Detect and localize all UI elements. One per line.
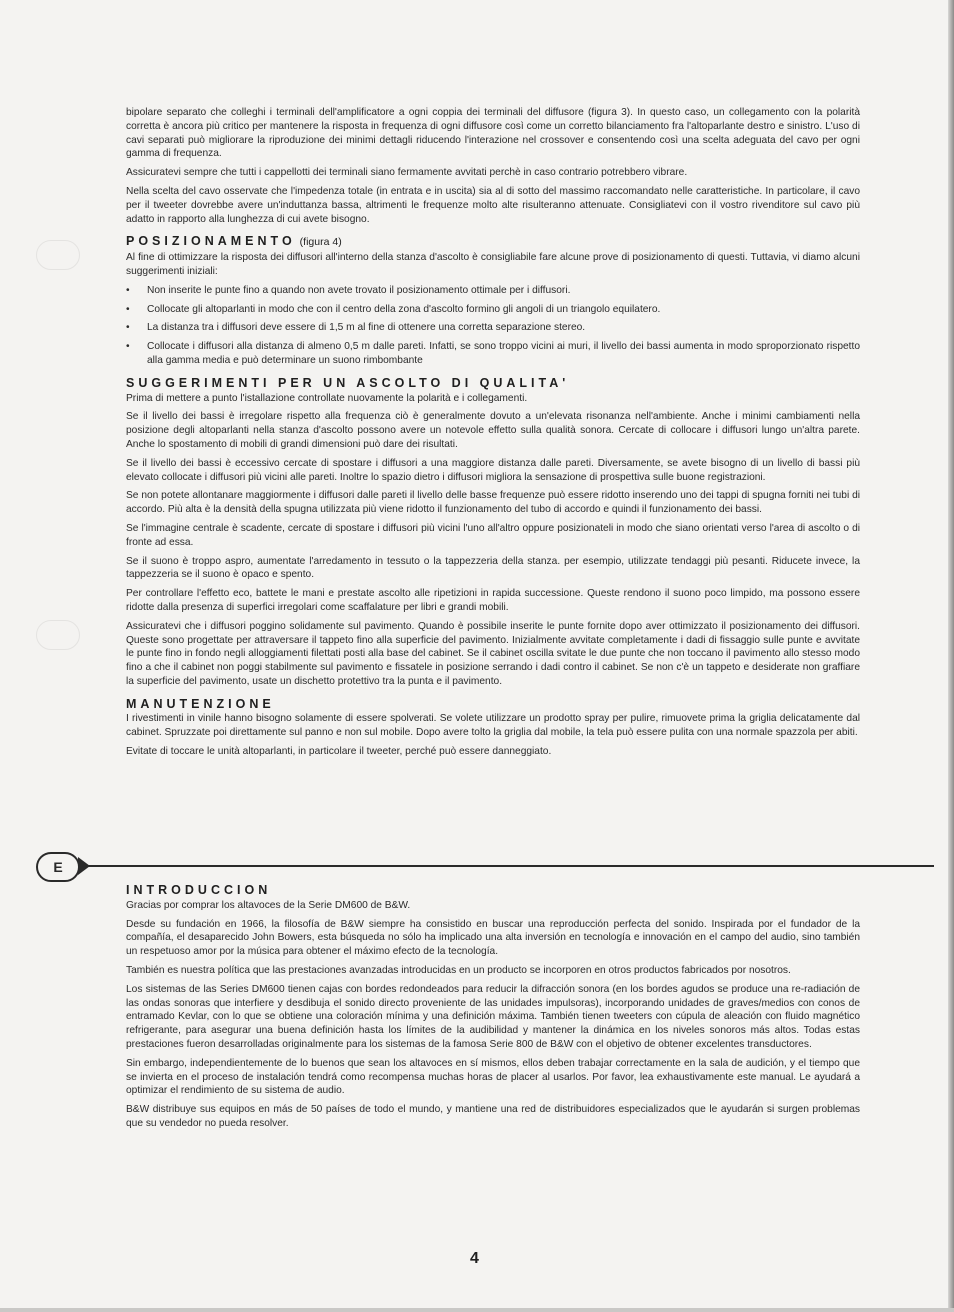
paragraph: Al fine di ottimizzare la risposta dei diffusori all'interno della stanza d'ascolto è consigliabile fare alcune prove di posizionamento di questi. Tuttavia, vi diamo alcuni suggerimenti iniziali: xyxy=(126,252,860,277)
paragraph: Assicuratevi sempre che tutti i cappellotti dei terminali siano fermamente avvitati perchè in caso contrario potrebbero vibrare. xyxy=(126,167,688,179)
placement-tips-list xyxy=(126,284,860,368)
heading-posizionamento xyxy=(126,235,860,250)
ghost-language-badge xyxy=(36,620,80,650)
divider-line xyxy=(84,865,934,867)
paragraph: Nella scelta del cavo osservate che l'impedenza totale (in entrata e in uscita) sia al di sotto del massimo raccomandato nelle caratteristiche. In particolare, il cavo per il tweeter dovrebbe avere un'induttanza bassa, altrimenti le frequenze molto alte risulteranno attenuate. Consigliatevi con il vostro rivenditore sul cavo più adatto in rapporto alla lunghezza di cui avete bisogno. xyxy=(126,185,860,225)
bullet-icon: • xyxy=(126,341,130,353)
paragraph: Desde su fundación en 1966, la filosofía de B&W siempre ha consistido en buscar una reproducción perfecta del sonido. Inspirada por el fundador de la compañía, el desaparecido John Bowers, esta búsqueda no sólo ha implicado una alta inversión en tecnología e innovación en el campo del audio, sino también un respetuoso amor por la música para obtener el máximo efecto de la tecnología. xyxy=(126,918,860,958)
paragraph: Se il suono è troppo aspro, aumentate l'arredamento in tessuto o la tappezzeria della stanza. per esempio, utilizzate tendaggi più pesanti. Riducete invece, la tappezzeria se il suono è opaco e spento. xyxy=(126,555,860,581)
paragraph: Se il livello dei bassi è eccessivo cercate di spostare i diffusori a una maggiore distanza dalle pareti. Diversamente, se avete bisogno di un livello di bassi più elevato collocate i diffusori più vicini alle pareti. Inoltre lo spazio dietro i diffusori migliora la sensazione di prospettiva sulle buone registrazioni. xyxy=(126,457,860,483)
list-item xyxy=(126,340,860,368)
ghost-language-badge xyxy=(36,240,80,270)
list-item-text: La distanza tra i diffusori deve essere di 1,5 m al fine di ottenere una corretta separazione stereo. xyxy=(147,322,586,334)
heading-introduccion: INTRODUCCION xyxy=(126,883,272,897)
paragraph: Se non potete allontanare maggiormente i diffusori dalle pareti il livello delle basse frequenze può essere ridotto inserendo uno dei tappi di spugna forniti nei tubi di accordo. Più alta è la densità della spugna utilizzata più viene ridotto il funzionamento del tubo di accordo e quindi il funzionamento dei bassi. xyxy=(126,490,860,516)
bullet-icon: • xyxy=(126,284,130,296)
language-badge: E xyxy=(36,852,80,882)
page-number: 4 xyxy=(470,1250,479,1267)
paragraph: bipolare separato che colleghi i terminali dell'amplificatore a ogni coppia dei terminali del diffusore (figura 3). In questo caso, un collegamento con la polarità corretta è ancora più critico per mantenere la risposta in frequenza di ogni diffusore così come un corretto bilanciamento fra l'altoparlante destro e sinistro. L'uso di cavi separati può migliorare la riproduzione dei minimi dettagli riducendo l'interazione nel crossover e consentendo così una scelta adeguata del cavo per ogni gamma di frequenza. xyxy=(126,107,860,160)
list-item-text: Collocate i diffusori alla distanza di almeno 0,5 m dalle pareti. Infatti, se sono troppo vicini ai muri, il livello dei bassi aumenta in modo sproporzionato rispetto alla gamma media e può determinare un suono rimbombante xyxy=(147,341,860,366)
list-item-text: Collocate gli altoparlanti in modo che con il centro della zona d'ascolto formino gli angoli di un triangolo equilatero. xyxy=(147,303,661,315)
spanish-section xyxy=(126,884,860,1136)
heading-manutenzione: MANUTENZIONE xyxy=(126,696,275,711)
italian-section xyxy=(126,106,860,764)
list-item xyxy=(126,303,860,317)
paragraph: Sin embargo, independientemente de lo buenos que sean los altavoces en sí mismos, ellos deben trabajar correctamente en la sala de audición, y el tiempo que se invierta en el proceso de instalación tendrá como recompensa muchas horas de placer al usarlos. Por favor, lea exhaustivamente este manual. Le ayudará a optimizar el rendimiento de su sistema de audio. xyxy=(126,1057,860,1097)
paragraph: Se l'immagine centrale è scadente, cercate di spostare i diffusori più vicini l'uno all'altro oppure posizionateli in modo che siano orientati verso l'area di ascolto o di fronte ad essa. xyxy=(126,522,860,548)
paragraph: Evitate di toccare le unità altoparlanti, in particolare il tweeter, perché può essere danneggiato. xyxy=(126,746,552,758)
paragraph: Gracias por comprar los altavoces de la Serie DM600 de B&W. xyxy=(126,899,411,911)
heading-suggerimenti: SUGGERIMENTI PER UN ASCOLTO DI QUALITA' xyxy=(126,375,570,390)
heading-text: POSIZIONAMENTO xyxy=(126,234,296,249)
paragraph: Se il livello dei bassi è irregolare rispetto alla frequenza ciò è generalmente dovuto a un'elevata risonanza nell'ambiente. Anche i minimi cambiamenti nella posizione degli altoparlanti nella stanza d'ascolto possono avere un notevole effetto sulla qualità sonora. Cercate di collocare i diffusori lungo un'altra parete. Anche lo spostamento di mobili di grandi dimensioni può dare dei risultati. xyxy=(126,411,860,450)
language-divider xyxy=(36,852,934,886)
paragraph: También es nuestra política que las prestaciones avanzadas introducidas en un producto se incorporen en otros productos fabricados por nosotros. xyxy=(126,964,791,976)
paragraph: Prima di mettere a punto l'istallazione controllate nuovamente la polarità e i collegamenti. xyxy=(126,392,528,404)
page-edge-bottom xyxy=(0,1308,954,1312)
list-item xyxy=(126,284,860,298)
bullet-icon: • xyxy=(126,322,130,334)
list-item-text: Non inserite le punte fino a quando non avete trovato il posizionamento ottimale per i diffusori. xyxy=(147,284,571,296)
paragraph: Los sistemas de las Series DM600 tienen cajas con bordes redondeados para reducir la difracción sonora (en los bordes agudos se produce una re-radiación de las ondas sonoras que interfiere y desdibuja el sonido directo proveniente de las unidades impulsoras), incorporando unidades de graves/medios con conos de entramado Kevlar, con lo que se obtiene una coloración mínima y una definición máxima. También tienen tweeters con cúpula de aleación con fluido magnético refrigerante, para asegurar una buena definición hasta los límites de la audibilidad y mantener la dinámica en los niveles sonoros más altos. Todas estas prestaciones fueron desarrolladas originalmente para los sistemas de la famosa Serie 800 de B&W con el objetivo de obtener excelentes transductores. xyxy=(126,983,860,1050)
paragraph: Assicuratevi che i diffusori poggino solidamente sul pavimento. Quando è possibile inserite le punte fornite dopo aver ottimizzato il posizionamento dei diffusori. Queste sono progettate per attraversare il tappeto fino alla superficie del pavimento. Inizialmente avvitate completamente i dadi di fissaggio sulle punte e avvitate le punte fino in fondo negli alloggiamenti filettati posti alla base del cabinet. Se il cabinet oscilla svitate le due punte che non toccano il pavimento allo stesso modo fino a che il cabinet non poggi stabilmente sul pavimento e fissatele in posizione serrando i dadi contro il cabinet. Se non c'è un tappeto e desiderate non graffiare la superficie del pavimento, usate un dischetto protettivo tra la punta e il pavimento. xyxy=(126,620,860,687)
arrow-right-icon xyxy=(78,857,90,875)
paragraph: I rivestimenti in vinile hanno bisogno solamente di essere spolverati. Se volete utilizzare un prodotto spray per pulire, rimuovete prima la griglia delicatamente dal cabinet. Spruzzate poi direttamente sul panno e non sul mobile. Dopo avere tolto la griglia dal mobile, la tela può essere pulita con una normale spazzola per abiti. xyxy=(126,713,860,739)
paragraph: B&W distribuye sus equipos en más de 50 países de todo el mundo, y mantiene una red de distribuidores especializados que le ayudarán si surgen problemas que su vendedor no pueda resolver. xyxy=(126,1104,860,1129)
figure-reference: (figura 4) xyxy=(299,236,342,249)
paragraph: Per controllare l'effetto eco, battete le mani e prestate ascolto alle ripetizioni in rapida successione. Queste rendono il suono poco limpido, ma possono essere ridotte dalla presenza di superfici irregolari come scaffalature per libri e grandi mobili. xyxy=(126,588,860,613)
bullet-icon: • xyxy=(126,303,130,315)
list-item xyxy=(126,321,860,335)
page-edge-shadow xyxy=(948,0,954,1312)
